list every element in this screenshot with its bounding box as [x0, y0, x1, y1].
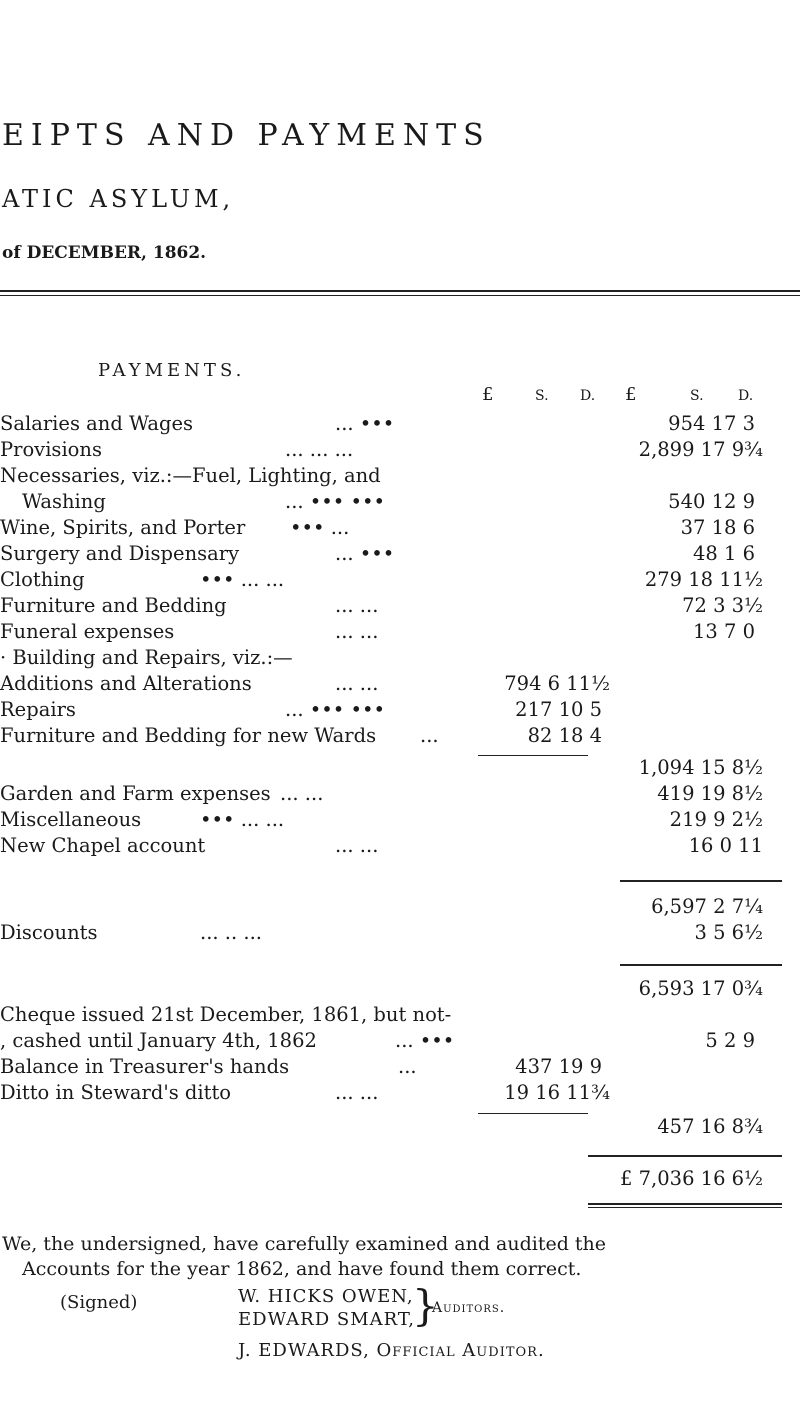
header-rule-thin [0, 295, 800, 296]
row-amount: 3 5 6½ [694, 921, 763, 944]
row-label: Surgery and Dispensary [0, 542, 240, 565]
row-label: Funeral expenses [0, 620, 175, 643]
row-dots: ... [420, 724, 439, 747]
rule-total-2 [620, 964, 782, 966]
row-dots: ... ••• [395, 1029, 455, 1052]
row-amount: 48 1 6 [692, 542, 755, 565]
row-label: Necessaries, viz.:—Fuel, Lighting, and [0, 464, 381, 487]
col-shillings-1: S. [535, 388, 549, 404]
ledger-row [0, 516, 800, 541]
row-dots: ••• ... ... [200, 568, 285, 591]
ledger-row [0, 412, 800, 437]
row-dots: ... ••• [335, 412, 395, 435]
official-auditor: J. EDWARDS, Official Auditor. [238, 1340, 545, 1361]
rule-grand-total [588, 1155, 782, 1157]
subtotal-row [0, 977, 800, 1002]
auditor-name-2: EDWARD SMART, [238, 1309, 415, 1330]
col-shillings-2: S. [690, 388, 704, 404]
row-amount: 219 9 2½ [669, 808, 763, 831]
row-amount: 13 7 0 [692, 620, 755, 643]
row-dots: ... ... ... [285, 438, 354, 461]
auditor-name-1: W. HICKS OWEN, [238, 1286, 414, 1307]
row-amount: 457 16 8¾ [657, 1115, 763, 1138]
page-title: EIPTS AND PAYMENTS [2, 118, 491, 153]
row-label: · Building and Repairs, viz.:— [0, 646, 293, 669]
cheque-row [0, 1003, 800, 1028]
ledger-row [0, 620, 800, 645]
row-amount: 1,094 15 8½ [638, 756, 763, 779]
row-label: New Chapel account [0, 834, 206, 857]
auditors-brace: } [412, 1281, 439, 1330]
row-dots: ... ••• ••• [285, 490, 386, 513]
row-label: Cheque issued 21st December, 1861, but not- [0, 1003, 452, 1026]
auditors-label: Auditors. [432, 1300, 506, 1316]
row-dots: ... ... [335, 620, 379, 643]
page-title-line2: ATIC ASYLUM, [2, 185, 235, 213]
row-dots: ... ... [280, 782, 324, 805]
row-label: Furniture and Bedding for new Wards [0, 724, 377, 747]
ledger-row [0, 542, 800, 567]
row-amount: 5 2 9 [705, 1029, 755, 1052]
row-amount: 19 16 11¾ [504, 1081, 610, 1104]
section-title: PAYMENTS. [98, 360, 246, 381]
row-label: Discounts [0, 921, 98, 944]
col-pounds-2: £ [625, 384, 637, 405]
row-label: Garden and Farm expenses [0, 782, 271, 805]
row-label: Furniture and Bedding [0, 594, 227, 617]
page-subtitle: of DECEMBER, 1862. [2, 243, 207, 263]
discounts-row [0, 921, 800, 946]
row-label: Repairs [0, 698, 76, 721]
ledger-row [0, 568, 800, 593]
grand-total-row [0, 1167, 800, 1192]
row-dots: ... .. ... [200, 921, 262, 944]
ledger-row [0, 438, 800, 463]
subtotal-amount: 6,597 2 7¼ [651, 895, 763, 918]
row-label: Washing [22, 490, 106, 513]
row-amount: 2,899 17 9¾ [638, 438, 763, 461]
row-amount: 794 6 11½ [504, 672, 610, 695]
cheque-row [0, 1029, 800, 1054]
audit-note-line2: Accounts for the year 1862, and have found them correct. [22, 1258, 582, 1280]
row-label: Salaries and Wages [0, 412, 194, 435]
row-label: Miscellaneous [0, 808, 142, 831]
row-dots: ... ••• ••• [285, 698, 386, 721]
ledger-row [0, 698, 800, 723]
row-label: Ditto in Steward's ditto [0, 1081, 232, 1104]
row-dots: ••• ... [290, 516, 350, 539]
ledger-row [0, 646, 800, 671]
row-dots: ••• ... ... [200, 808, 285, 831]
row-label: Additions and Alterations [0, 672, 252, 695]
ledger-row [0, 464, 800, 489]
ledger-row [0, 724, 800, 749]
col-pence-2: D. [738, 388, 754, 404]
signed-label: (Signed) [60, 1292, 138, 1313]
grand-total: £ 7,036 16 6½ [620, 1167, 763, 1190]
ledger-row [0, 490, 800, 515]
balance-row [0, 1055, 800, 1080]
subtotal-row [0, 895, 800, 920]
balance-total-row [0, 1115, 800, 1140]
row-amount: 279 18 11½ [644, 568, 763, 591]
ledger-row [0, 808, 800, 833]
row-dots: ... ... [335, 834, 379, 857]
row-amount: 954 17 3 [668, 412, 755, 435]
balance-row [0, 1081, 800, 1106]
row-amount: 437 19 9 [515, 1055, 602, 1078]
rule-subgroup [478, 1113, 588, 1114]
row-dots: ... ... [335, 672, 379, 695]
row-amount: 217 10 5 [515, 698, 602, 721]
row-label: Balance in Treasurer's hands [0, 1055, 290, 1078]
row-amount: 37 18 6 [680, 516, 755, 539]
row-amount: 72 3 3½ [682, 594, 763, 617]
rule-grand-total-double-thin [588, 1207, 782, 1208]
row-label: Wine, Spirits, and Porter [0, 516, 246, 539]
row-amount: 82 18 4 [527, 724, 602, 747]
row-label: , cashed until January 4th, 1862 [0, 1029, 317, 1052]
row-label: Provisions [0, 438, 102, 461]
row-amount: 419 19 8½ [657, 782, 763, 805]
row-dots: ... ... [335, 1081, 379, 1104]
row-amount: 540 12 9 [668, 490, 755, 513]
audit-note-line1: We, the undersigned, have carefully examined and audited the [2, 1233, 607, 1255]
col-pence-1: D. [580, 388, 596, 404]
ledger-row [0, 756, 800, 781]
row-label: Clothing [0, 568, 85, 591]
row-dots: ... [398, 1055, 417, 1078]
row-amount: 16 0 11 [688, 834, 763, 857]
ledger-row [0, 834, 800, 859]
ledger-row [0, 672, 800, 697]
rule-total-1 [620, 880, 782, 882]
subtotal-amount: 6,593 17 0¾ [638, 977, 763, 1000]
ledger-row [0, 782, 800, 807]
ledger-row [0, 594, 800, 619]
row-dots: ... ••• [335, 542, 395, 565]
rule-grand-total-double [588, 1203, 782, 1205]
row-dots: ... ... [335, 594, 379, 617]
col-pounds-1: £ [482, 384, 494, 405]
header-rule [0, 290, 800, 292]
